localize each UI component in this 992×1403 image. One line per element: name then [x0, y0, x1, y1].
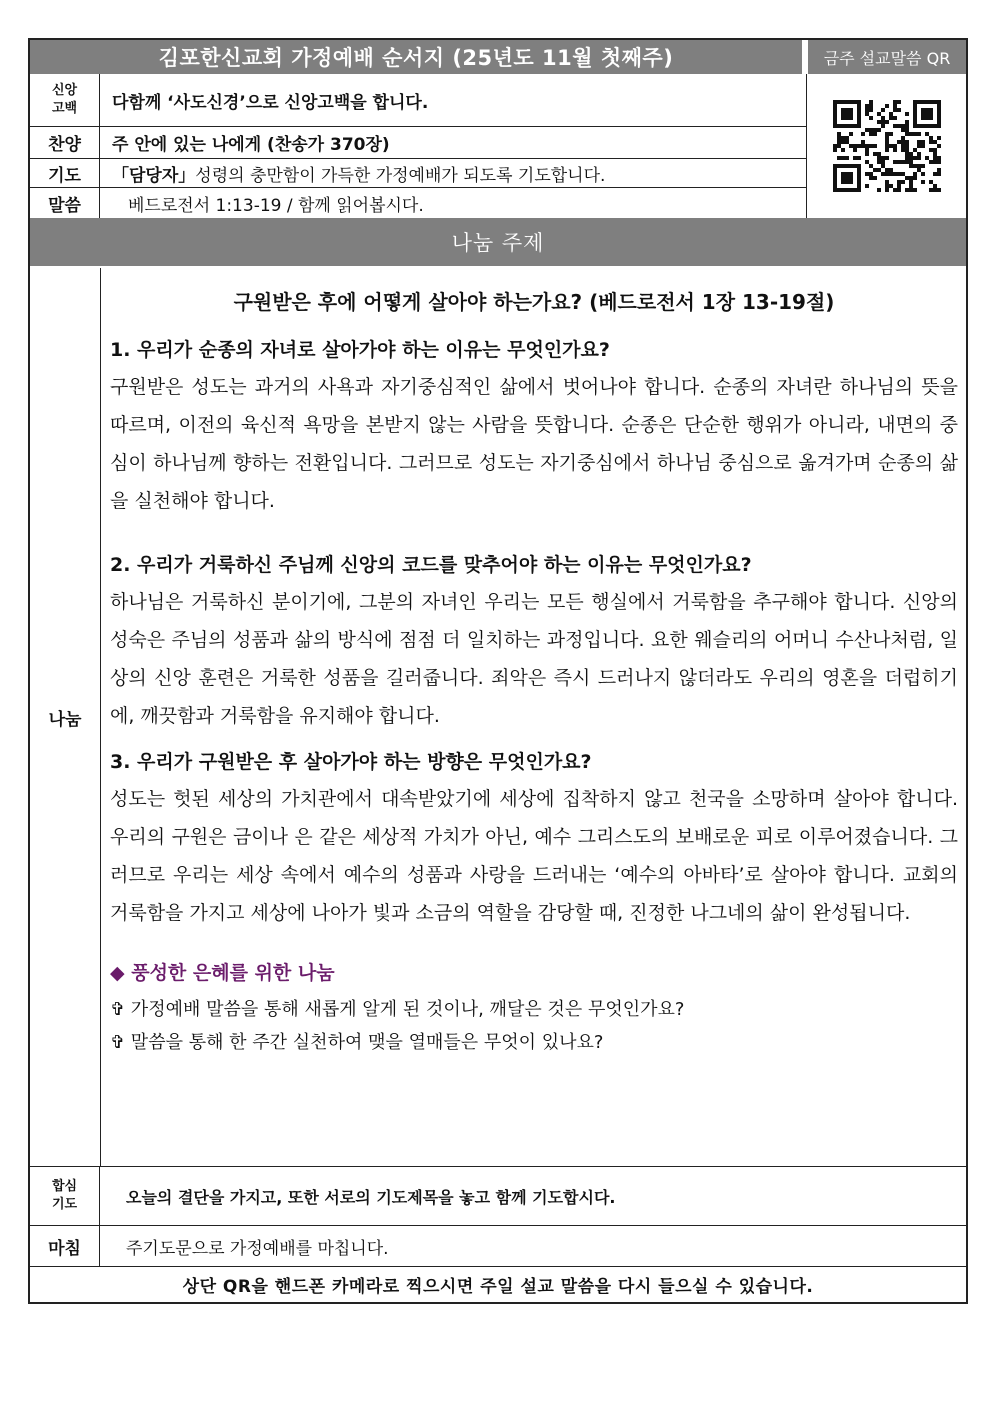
sharing-content — [100, 268, 966, 1166]
closing-text: 주기도문으로 가정예배를 마칩니다. — [126, 1238, 389, 1259]
label-sharing: 나눔 — [30, 268, 101, 1166]
prayer-leader: 「담당자」 — [112, 165, 196, 186]
question-1-body: 구원받은 성도는 과거의 사욕과 자기중심적인 삶에서 벗어나야 합니다. 순종의 자녀란 하나님의 뜻을 따르며, 이전의 육신적 욕망을 본받지 않는 사람을 뜻합니다. 순종은 단순한 행위가 아니라, 내면의 중심이 하나님께 향하는 전환입니다. 그러므로 성도는 자기중심에서 하나님 중심으로 옮겨가며 순종의 삶을 실천해야 합니다. — [110, 376, 958, 512]
page-title: 김포한신교회 가정예배 순서지 (25년도 11월 첫째주) — [30, 40, 805, 74]
sharing-title: 구원받은 후에 어떻게 살아야 하는가요? (베드로전서 1장 13-19절) — [233, 290, 835, 314]
scripture-text: 베드로전서 1:13-19 / 함께 읽어봅시다. — [128, 195, 424, 216]
label-closing: 마침 — [30, 1226, 100, 1266]
section-title: 나눔 주제 — [30, 218, 966, 266]
grace-item-1: ✞ 가정예배 말씀을 통해 새롭게 알게 된 것이나, 깨달은 것은 무엇인가요? — [110, 999, 685, 1020]
label-confession: 신앙 고백 — [30, 74, 100, 126]
label-hymn: 찬양 — [30, 127, 100, 158]
question-2-body: 하나님은 거룩하신 분이기에, 그분의 자녀인 우리는 모든 행실에서 거룩함을 추구해야 합니다. 신앙의 성숙은 주님의 성품과 삶의 방식에 점점 더 일치하는 과정입니다. 요한 웨슬리의 어머니 수산나처럼, 일상의 신앙 훈련은 거룩한 성품을 길러줍니다. 죄악은 즉시 드러나지 않더라도 우리의 영혼을 더럽히기에, 깨끗함과 거룩함을 유지해야 합니다. — [110, 591, 959, 727]
question-3-heading: 3. 우리가 구원받은 후 살아가야 하는 방향은 무엇인가요? — [110, 751, 592, 773]
qr-code[interactable] — [806, 74, 967, 219]
qr-label: 금주 설교말씀 QR — [808, 40, 966, 74]
question-2-heading: 2. 우리가 거룩하신 주님께 신앙의 코드를 맞추어야 하는 이유는 무엇인가요? — [110, 554, 752, 576]
prayer-text: 성령의 충만함이 가득한 가정예배가 되도록 기도합니다. — [195, 165, 606, 186]
question-3-body: 성도는 헛된 세상의 가치관에서 대속받았기에 세상에 집착하지 않고 천국을 소망하며 살아야 합니다. 우리의 구원은 금이나 은 같은 세상적 가치가 아닌, 예수 그리스도의 보배로운 피로 이루어졌습니다. 그러므로 우리는 세상 속에서 예수의 성품과 사랑을 드러내는 ‘예수의 아바타’로 살아야 합니다. 교회의 거룩함을 가지고 세상에 나아가 빛과 소금의 역할을 감당할 때, 진정한 나그네의 삶이 완성됩니다. — [110, 788, 958, 924]
label-prayer: 기도 — [30, 159, 100, 187]
prayer-row — [100, 159, 806, 187]
qr-code-icon — [833, 100, 941, 192]
label-united-prayer: 합심 기도 — [30, 1167, 100, 1225]
confession-text: 다함께 ‘사도신경’으로 신앙고백을 합니다. — [112, 92, 429, 113]
footer-note: 상단 QR을 핸드폰 카메라로 찍으시면 주일 설교 말씀을 다시 들으실 수 있습니다. — [182, 1276, 814, 1297]
worship-order-sheet — [28, 38, 968, 1304]
grace-item-2: ✞ 말씀을 통해 한 주간 실천하여 맺을 열매들은 무엇이 있나요? — [110, 1032, 604, 1053]
label-scripture: 말씀 — [30, 188, 100, 218]
united-prayer-text: 오늘의 결단을 가지고, 또한 서로의 기도제목을 놓고 함께 기도합시다. — [126, 1187, 616, 1207]
grace-heading: ◆ 풍성한 은혜를 위한 나눔 — [110, 962, 335, 984]
hymn-text: 주 안에 있는 나에게 (찬송가 370장) — [112, 135, 390, 155]
question-1-heading: 1. 우리가 순종의 자녀로 살아가야 하는 이유는 무엇인가요? — [110, 339, 610, 361]
